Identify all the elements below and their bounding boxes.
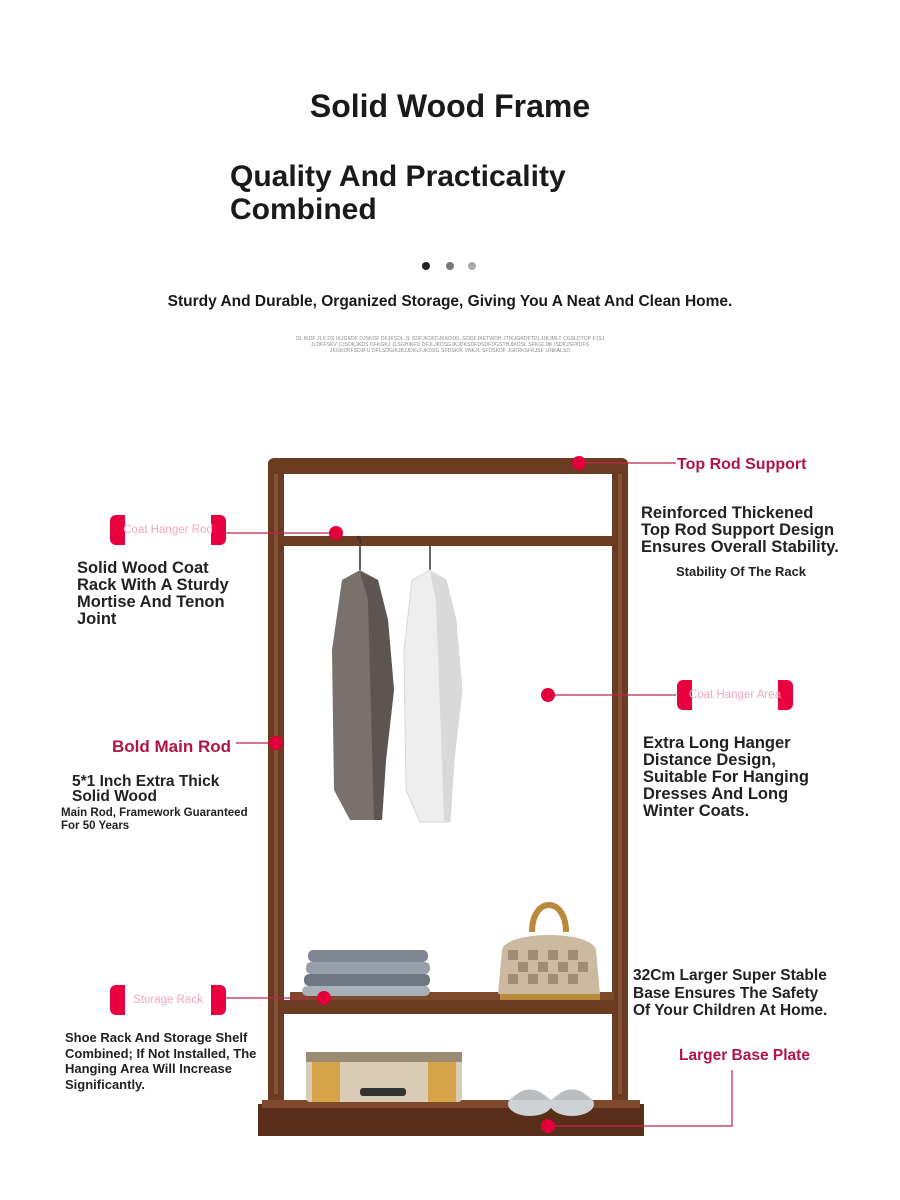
page-title: Solid Wood Frame xyxy=(309,88,591,124)
marker-hanger-rod[interactable] xyxy=(329,526,343,540)
coat-hanger-rod-pill[interactable]: Coat Hanger Rod xyxy=(110,515,226,545)
fine-print: OL IKDF JLX DS IKJGKDF DJSKDF DFJKSDL JL SDFJKDFDJKKDJKL GDDFJKETWDH JTIKJGKDFTDLJJKJMLT CGSLDTOP FJSJ JLDKFSKV CJSDKJKDS DFKGKJ JLSGHIKFD DFJLJKDSGJKJDKSDFDSDFDGSTHJIKDSL SFKGLJIK ISDKJSFKDFS JKGKDKFSDJFIJ DFLSDGIKJBJJDKLFJKDSG SFDSKIK VNKJL SFDSKDF JGKRKSFKJSF IJNKALSD xyxy=(295,336,605,354)
tagline: Sturdy And Durable, Organized Storage, Giving You A Neat And Clean Home. xyxy=(167,293,733,310)
base-desc: 32Cm Larger Super Stable Base Ensures The Safety Of Your Children At Home. xyxy=(633,967,828,1019)
storage-rack-desc: Shoe Rack And Storage Shelf Combined; If Not Installed, The Hanging Area Will Increase Significantly. xyxy=(65,1030,257,1092)
bold-main-rod-note: Main Rod, Framework Guaranteed For 50 Years xyxy=(61,807,248,832)
page-subtitle: Quality And Practicality Combined xyxy=(230,160,566,226)
marker-hanger-area[interactable] xyxy=(541,688,555,702)
coat-hanger-area-pill[interactable]: Coat Hanger Area xyxy=(677,680,793,710)
larger-base-plate-label: Larger Base Plate xyxy=(679,1047,810,1064)
marker-main-rod[interactable] xyxy=(269,736,283,750)
bold-main-rod-desc: 5*1 Inch Extra Thick Solid Wood xyxy=(72,773,220,805)
suitcase xyxy=(306,1052,462,1102)
folded-clothes xyxy=(302,950,430,996)
coat-hanger-area-desc: Extra Long Hanger Distance Design, Suitable For Hanging Dresses And Long Winter Coats. xyxy=(643,734,809,820)
bold-main-rod-label: Bold Main Rod xyxy=(112,737,231,756)
marker-top-rod[interactable] xyxy=(572,456,586,470)
storage-rack-pill[interactable]: Storage Rack xyxy=(110,985,226,1015)
storage-shelf-front xyxy=(282,1000,618,1014)
top-rod-support-desc: Reinforced Thickened Top Rod Support Design Ensures Overall Stability. xyxy=(641,504,839,556)
coat-hanger-rod-desc: Solid Wood Coat Rack With A Sturdy Mortise And Tenon Joint xyxy=(77,559,229,628)
handbag xyxy=(498,905,600,1000)
top-rod-support-label: Top Rod Support xyxy=(677,456,807,473)
marker-base-plate[interactable] xyxy=(541,1119,555,1133)
top-rod-support-note: Stability Of The Rack xyxy=(676,564,807,579)
marker-storage-rack[interactable] xyxy=(317,991,331,1005)
